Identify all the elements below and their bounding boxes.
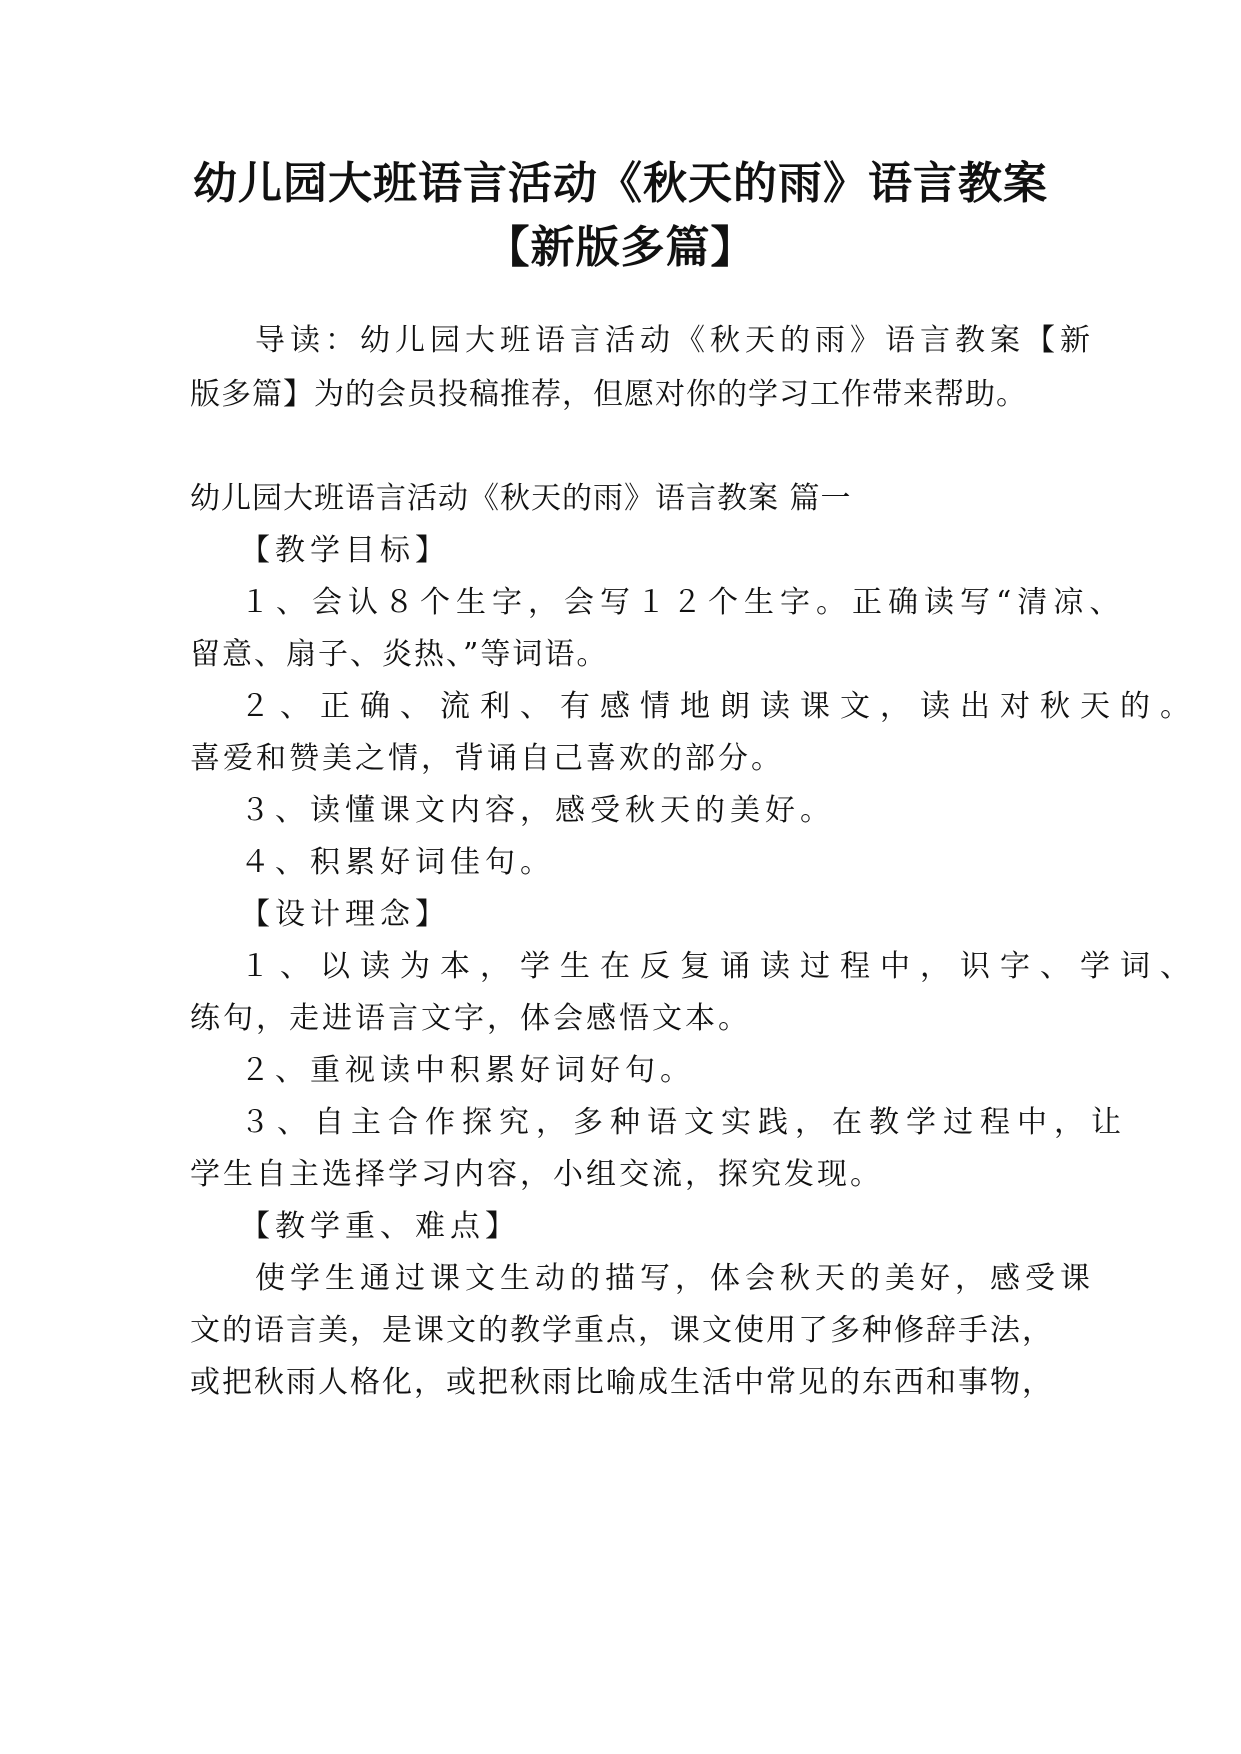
design-1-line-2: 练句，走进语言文字，体会感悟文本。 [190, 1001, 751, 1036]
key-points-heading: 【教学重、难点】 [240, 1209, 520, 1244]
document-title-line-1: 幼儿园大班语言活动《秋天的雨》语言教案 [193, 158, 1048, 209]
key-points-line-3: 或把秋雨人格化，或把秋雨比喻成生活中常见的东西和事物， [190, 1365, 1054, 1400]
design-3-line-2: 学生自主选择学习内容，小组交流，探究发现。 [190, 1157, 883, 1192]
intro-paragraph-line-2: 版多篇】为的会员投稿推荐，但愿对你的学习工作带来帮助。 [190, 377, 1027, 412]
design-1-line-1: １、以读为本，学生在反复诵读过程中，识字、学词、 [240, 949, 1200, 984]
design-heading: 【设计理念】 [240, 897, 450, 932]
document-title-line-2: 【新版多篇】 [485, 222, 756, 273]
goals-heading: 【教学目标】 [240, 533, 450, 568]
goal-2-line-1: ２、正确、流利、有感情地朗读课文，读出对秋天的。 [240, 689, 1200, 724]
goal-1-line-1: １、会认８个生字，会写１２个生字。正确读写“清凉、 [240, 585, 1126, 620]
goal-2-line-2: 喜爱和赞美之情，背诵自己喜欢的部分。 [190, 741, 784, 776]
key-points-line-1: 使学生通过课文生动的描写，体会秋天的美好，感受课 [255, 1261, 1095, 1296]
key-points-line-2: 文的语言美，是课文的教学重点，课文使用了多种修辞手法， [190, 1313, 1054, 1348]
design-3-line-1: ３、自主合作探究，多种语文实践，在教学过程中，让 [240, 1105, 1128, 1140]
goal-1-line-2: 留意、扇子、炎热、”等词语。 [190, 637, 609, 672]
design-2: ２、重视读中积累好词好句。 [240, 1053, 695, 1088]
goal-4: ４、积累好词佳句。 [240, 845, 555, 880]
intro-paragraph-line-1: 导读：幼儿园大班语言活动《秋天的雨》语言教案【新 [255, 323, 1095, 358]
section-heading: 幼儿园大班语言活动《秋天的雨》语言教案 篇一 [190, 481, 852, 516]
goal-3: ３、读懂课文内容，感受秋天的美好。 [240, 793, 835, 828]
